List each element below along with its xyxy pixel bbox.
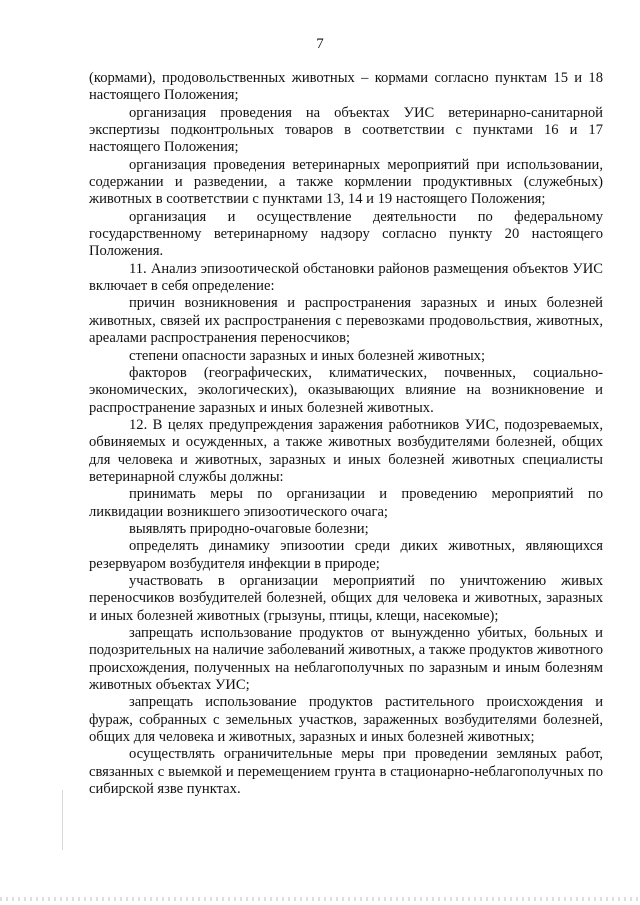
- paragraph: осуществлять ограничительные меры при проведении земляных работ, связанных с выемкой и перемещением грунта в стационарно-неблагополучных по сибирской язве пунктах.: [89, 746, 603, 798]
- paragraph: определять динамику эпизоотии среди диких животных, являющихся резервуаром возбудителя инфекции в природе;: [89, 538, 603, 572]
- paragraph: организация проведения на объектах УИС ветеринарно-санитарной экспертизы подконтрольных товаров в соответствии с пунктами 16 и 17 настоящего Положения;: [89, 104, 603, 156]
- paragraph: принимать меры по организации и проведению мероприятий по ликвидации возникшего эпизоотического очага;: [89, 486, 603, 520]
- paragraph: причин возникновения и распространения заразных и иных болезней животных, связей их распространения с перевозками продовольствия, животных, ареалами распространения переносчиков;: [89, 295, 603, 347]
- document-body: [89, 70, 603, 798]
- page-number: 7: [316, 36, 324, 52]
- paragraph: степени опасности заразных и иных болезней животных;: [129, 347, 486, 364]
- paragraph: организация и осуществление деятельности по федеральному государственному ветеринарному надзору согласно пункту 20 настоящего Положения.: [89, 208, 603, 260]
- paragraph: (кормами), продовольственных животных – кормами согласно пунктам 15 и 18 настоящего Положения;: [89, 70, 603, 104]
- paragraph: участвовать в организации мероприятий по уничтожению живых переносчиков возбудителей болезней, общих для человека и животных, заразных и иных болезней животных (грызуны, птицы, клещи, насекомые);: [89, 572, 603, 624]
- paragraph: организация проведения ветеринарных мероприятий при использовании, содержании и разведении, а также кормлении продуктивных (служебных) животных в соответствии с пунктами 13, 14 и 19 настоящего Положения;: [89, 156, 603, 208]
- paragraph: запрещать использование продуктов растительного происхождения и фураж, собранных с земельных участков, зараженных возбудителями болезней, общих для человека и животных, заразных и иных болезней животных;: [89, 694, 603, 746]
- scan-artifact-line: [62, 790, 63, 850]
- paragraph: 11. Анализ эпизоотической обстановки районов размещения объектов УИС включает в себя определение:: [89, 260, 603, 295]
- paragraph: выявлять природно-очаговые болезни;: [129, 520, 369, 537]
- paragraph: 12. В целях предупреждения заражения работников УИС, подозреваемых, обвиняемых и осужденных, а также животных возбудителями болезней, общих для человека и животных, заразных и иных болезней животных специалисты ветеринарной службы должны:: [89, 416, 603, 485]
- scan-artifact-dots: [0, 897, 640, 901]
- paragraph: факторов (географических, климатических, почвенных, социально-экономических, экологических), оказывающих влияние на возникновение и распространение заразных и иных болезней животных.: [89, 364, 603, 416]
- paragraph: запрещать использование продуктов от вынужденно убитых, больных и подозрительных на наличие заболеваний животных, а также продуктов животного происхождения, полученных на неблагополучных по заразным и иным болезням животных объектах УИС;: [89, 625, 603, 694]
